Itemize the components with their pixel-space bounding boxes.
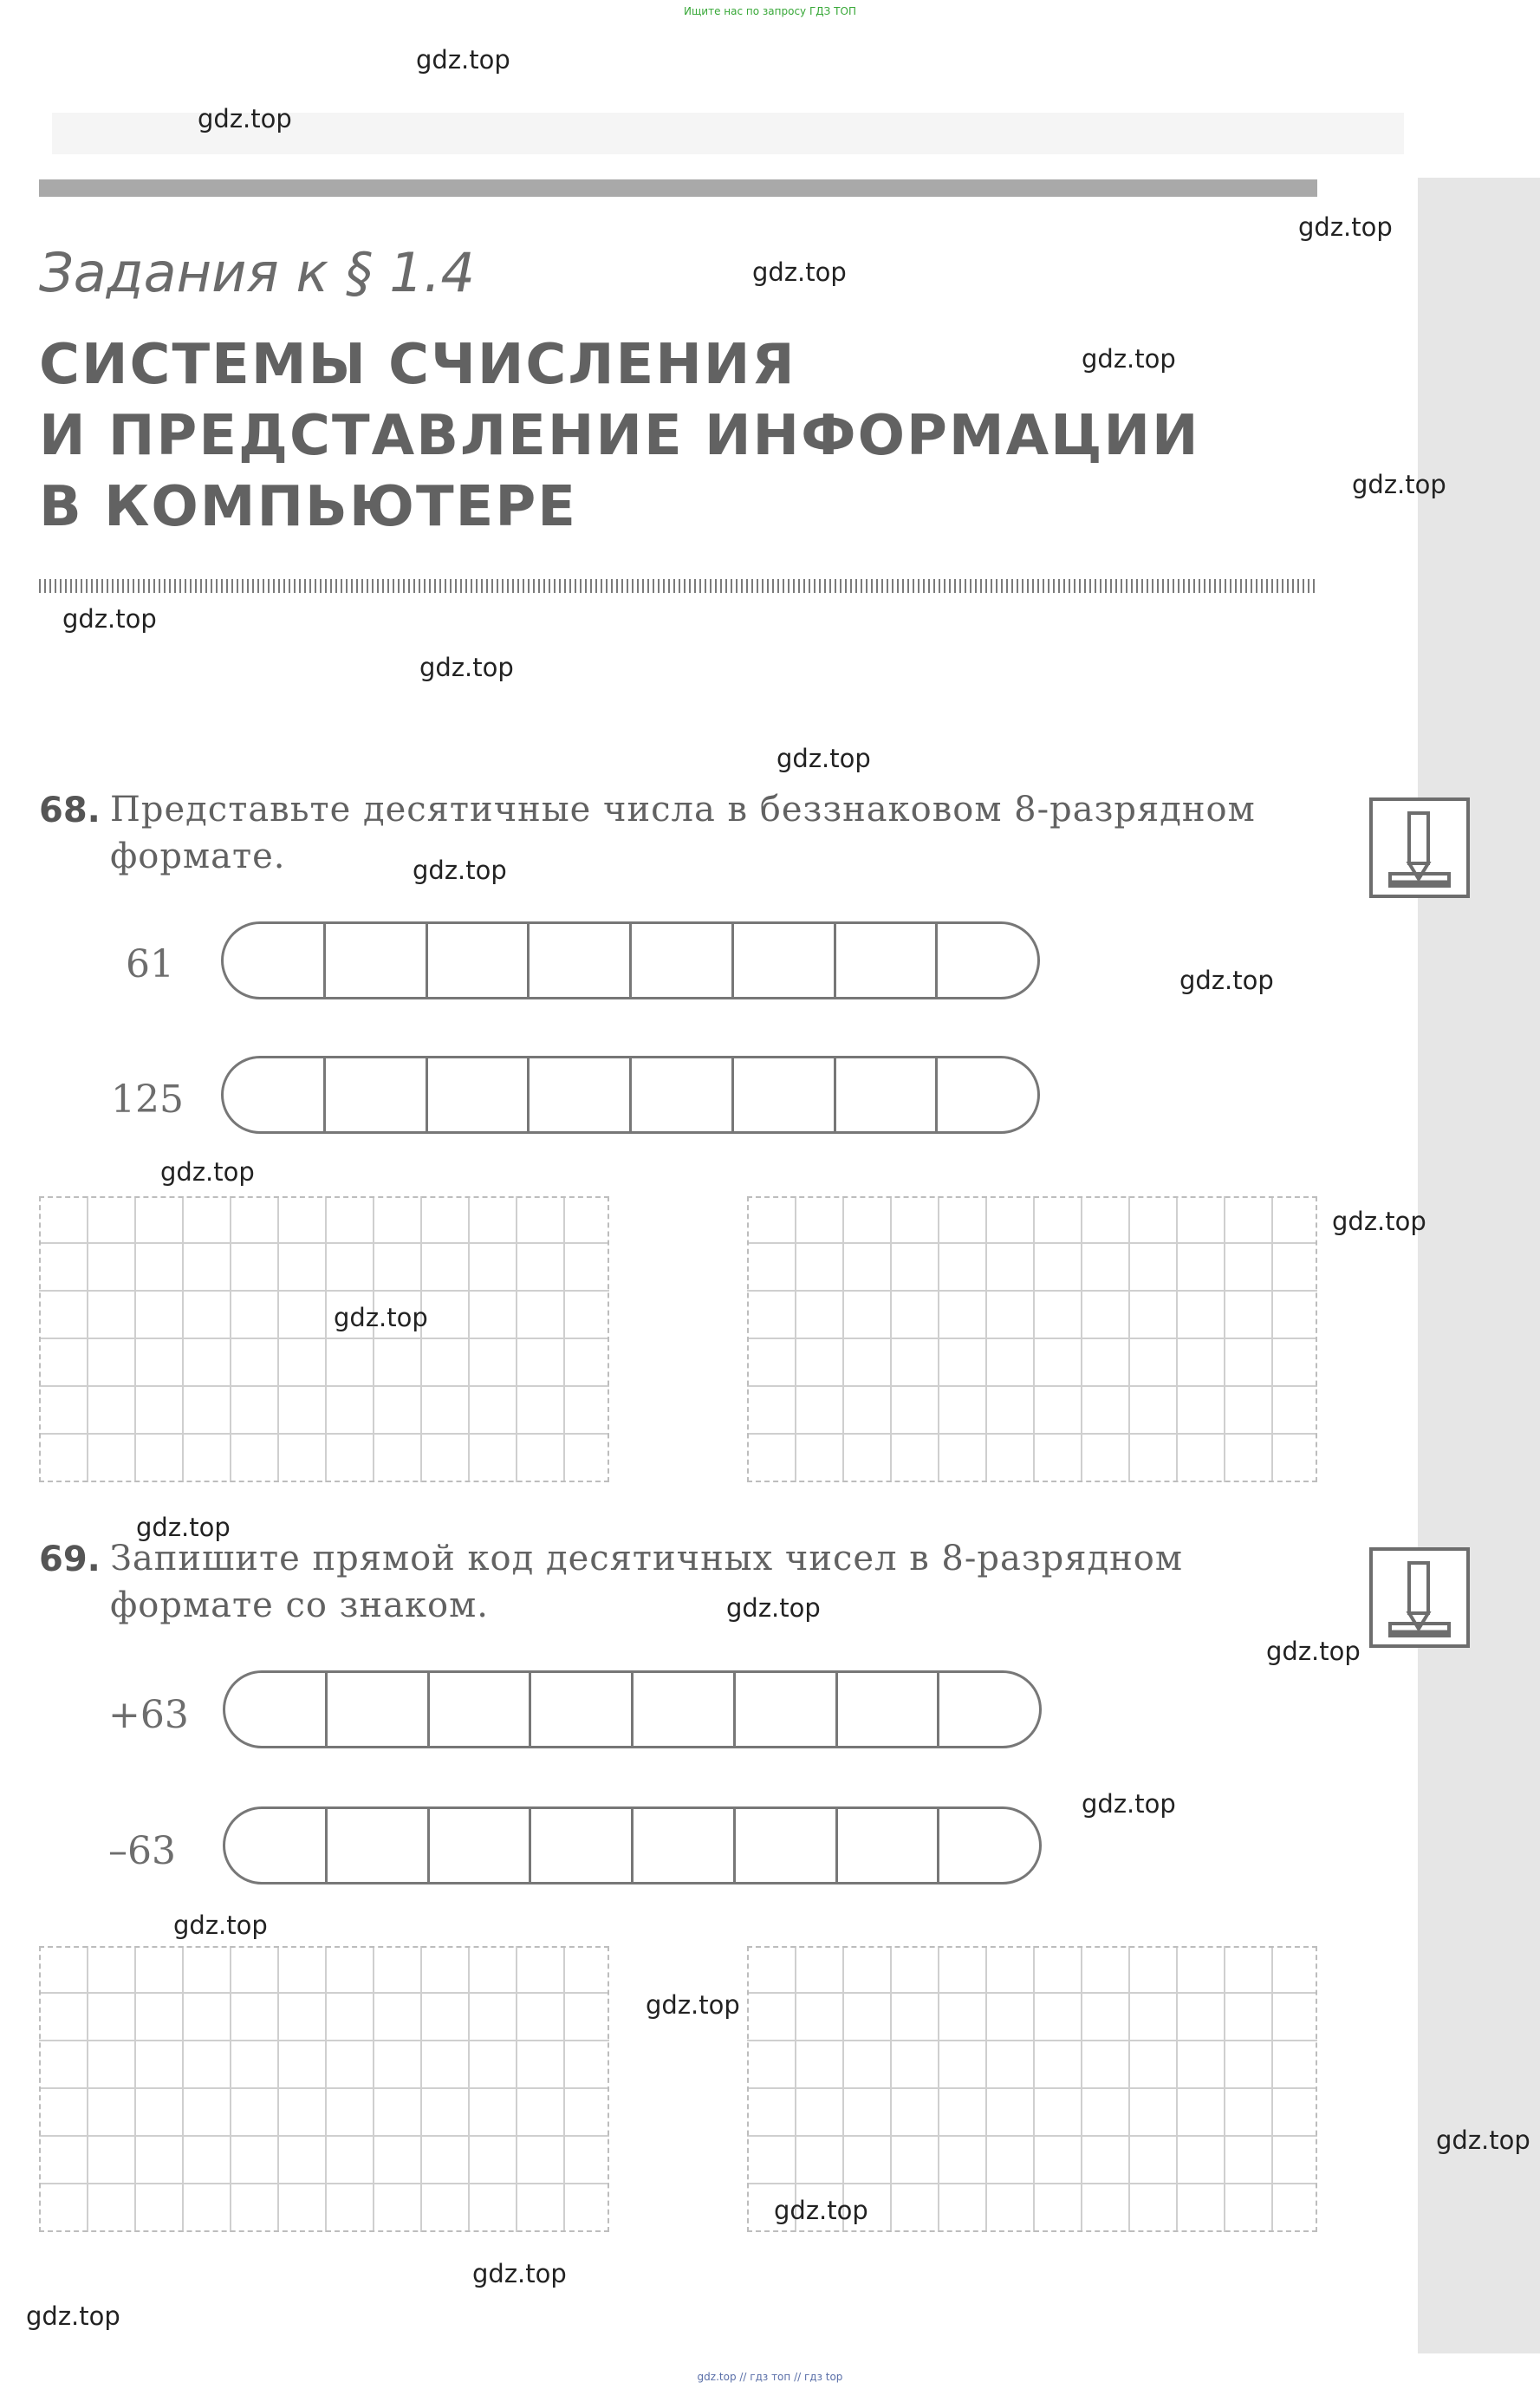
- watermark: gdz.top: [198, 104, 292, 133]
- bit-cell[interactable]: [629, 924, 731, 997]
- section-title-line: СИСТЕМЫ СЧИСЛЕНИЯ: [39, 333, 796, 397]
- bit-field-8[interactable]: [223, 1670, 1042, 1748]
- task-number: 69.: [39, 1540, 101, 1579]
- task-text: Представьте десятичные числа в беззнаковом 8-разрядном формате.: [110, 790, 1256, 876]
- watermark: gdz.top: [1436, 2125, 1530, 2155]
- pen-writing-icon: [1369, 1547, 1470, 1648]
- watermark: gdz.top: [472, 2259, 567, 2288]
- watermark: gdz.top: [26, 2301, 120, 2331]
- watermark: gdz.top: [173, 1911, 268, 1940]
- section-bottom-rule: [39, 579, 1317, 593]
- watermark: gdz.top: [752, 257, 847, 287]
- section-title-line: В КОМПЬЮТЕРЕ: [39, 475, 577, 539]
- bit-cell[interactable]: [731, 924, 834, 997]
- bit-cell[interactable]: [835, 1809, 938, 1882]
- watermark: gdz.top: [776, 744, 871, 773]
- bit-cell[interactable]: [529, 1809, 631, 1882]
- search-hint-link[interactable]: Ищите нас по запросу ГДЗ ТОП: [684, 5, 856, 17]
- bit-cell[interactable]: [224, 1058, 323, 1131]
- bit-cell[interactable]: [527, 924, 629, 997]
- bit-field-8[interactable]: [223, 1806, 1042, 1885]
- watermark: gdz.top: [334, 1303, 428, 1332]
- watermark: gdz.top: [726, 1593, 821, 1623]
- watermark: gdz.top: [62, 604, 157, 634]
- watermark: gdz.top: [1266, 1637, 1361, 1666]
- bit-cell[interactable]: [323, 924, 426, 997]
- bit-cell[interactable]: [834, 1058, 936, 1131]
- bit-cell[interactable]: [937, 1673, 1039, 1746]
- watermark: gdz.top: [774, 2196, 868, 2225]
- bit-cell[interactable]: [527, 1058, 629, 1131]
- work-grid-right[interactable]: [747, 1946, 1317, 2232]
- work-grid-right[interactable]: [747, 1196, 1317, 1482]
- bit-cell[interactable]: [935, 924, 1037, 997]
- watermark: gdz.top: [413, 856, 507, 885]
- section-title: [39, 329, 1200, 543]
- watermark: gdz.top: [1352, 470, 1446, 499]
- number-label: +63: [108, 1693, 189, 1737]
- bit-cell[interactable]: [225, 1673, 325, 1746]
- section-top-rule: [39, 179, 1317, 197]
- bit-cell[interactable]: [426, 924, 528, 997]
- bit-cell[interactable]: [733, 1809, 835, 1882]
- bit-cell[interactable]: [427, 1809, 530, 1882]
- watermark: gdz.top: [1332, 1207, 1426, 1236]
- watermark: gdz.top: [416, 45, 510, 75]
- task-number: 68.: [39, 791, 101, 830]
- work-grid-left[interactable]: [39, 1196, 609, 1482]
- watermark: gdz.top: [1179, 966, 1274, 995]
- bit-cell[interactable]: [835, 1673, 938, 1746]
- bit-cell[interactable]: [323, 1058, 426, 1131]
- bit-cell[interactable]: [731, 1058, 834, 1131]
- bit-cell[interactable]: [225, 1809, 325, 1882]
- bit-cell[interactable]: [325, 1673, 427, 1746]
- bit-cell[interactable]: [631, 1809, 733, 1882]
- bit-cell[interactable]: [325, 1809, 427, 1882]
- page-edge-strip: [1418, 178, 1540, 2353]
- bit-cell[interactable]: [629, 1058, 731, 1131]
- bit-cell[interactable]: [426, 1058, 528, 1131]
- watermark: gdz.top: [1082, 344, 1176, 374]
- task-text: Запишите прямой код десятичных чисел в 8-разрядном формате со знаком.: [110, 1539, 1183, 1625]
- section-title-line: И ПРЕДСТАВЛЕНИЕ ИНФОРМАЦИИ: [39, 404, 1200, 468]
- watermark: gdz.top: [1082, 1789, 1176, 1819]
- watermark: gdz.top: [160, 1157, 255, 1187]
- bit-cell[interactable]: [529, 1673, 631, 1746]
- watermark: gdz.top: [419, 653, 514, 682]
- number-label: 125: [111, 1077, 184, 1122]
- number-label: 61: [126, 942, 174, 986]
- bit-cell[interactable]: [935, 1058, 1037, 1131]
- bit-field-8[interactable]: [221, 1056, 1040, 1134]
- bit-cell[interactable]: [937, 1809, 1039, 1882]
- number-label: –63: [108, 1829, 176, 1873]
- bit-cell[interactable]: [834, 924, 936, 997]
- section-subtitle: Задания к § 1.4: [39, 241, 475, 304]
- watermark: gdz.top: [136, 1513, 231, 1542]
- bit-cell[interactable]: [631, 1673, 733, 1746]
- watermark: gdz.top: [646, 1990, 740, 2020]
- bit-cell[interactable]: [733, 1673, 835, 1746]
- bit-field-8[interactable]: [221, 921, 1040, 999]
- pen-writing-icon: [1369, 797, 1470, 898]
- footer-links[interactable]: gdz.top // гдз топ // гдз top: [697, 2371, 843, 2383]
- work-grid-left[interactable]: [39, 1946, 609, 2232]
- bit-cell[interactable]: [427, 1673, 530, 1746]
- watermark: gdz.top: [1298, 212, 1393, 242]
- bit-cell[interactable]: [224, 924, 323, 997]
